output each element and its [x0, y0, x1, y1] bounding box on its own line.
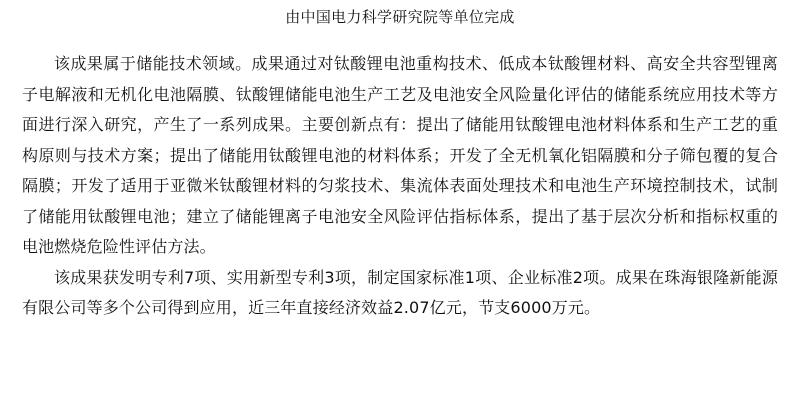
paragraph-summary: 该成果属于储能技术领域。成果通过对钛酸锂电池重构技术、低成本钛酸锂材料、高安全共容型锂离子电解液和无机化电池隔膜、钛酸锂储能电池生产工艺及电池安全风险量化评估的储能系统应用技术等方面进行深入研究，产生了一系列成果。主要创新点有：提出了储能用钛酸锂电池材料体系和生产工艺的重构原则与技术方案；提出了储能用钛酸锂电池的材料体系；开发了全无机氧化铝隔膜和分子筛包覆的复合隔膜；开发了适用于亚微米钛酸锂材料的匀浆技术、集流体表面处理技术和电池生产环境控制技术，试制了储能用钛酸锂电池；建立了储能锂离子电池安全风险评估指标体系，提出了基于层次分析和指标权重的电池燃烧危险性评估方法。 [22, 54, 778, 256]
document-title: 由中国电力科学研究院等单位完成 [285, 8, 515, 26]
paragraph-results: 该成果获发明专利7项、实用新型专利3项，制定国家标准1项、企业标准2项。成果在珠海银隆新能源有限公司等多个公司得到应用，近三年直接经济效益2.07亿元，节支6000万元。 [22, 267, 778, 317]
